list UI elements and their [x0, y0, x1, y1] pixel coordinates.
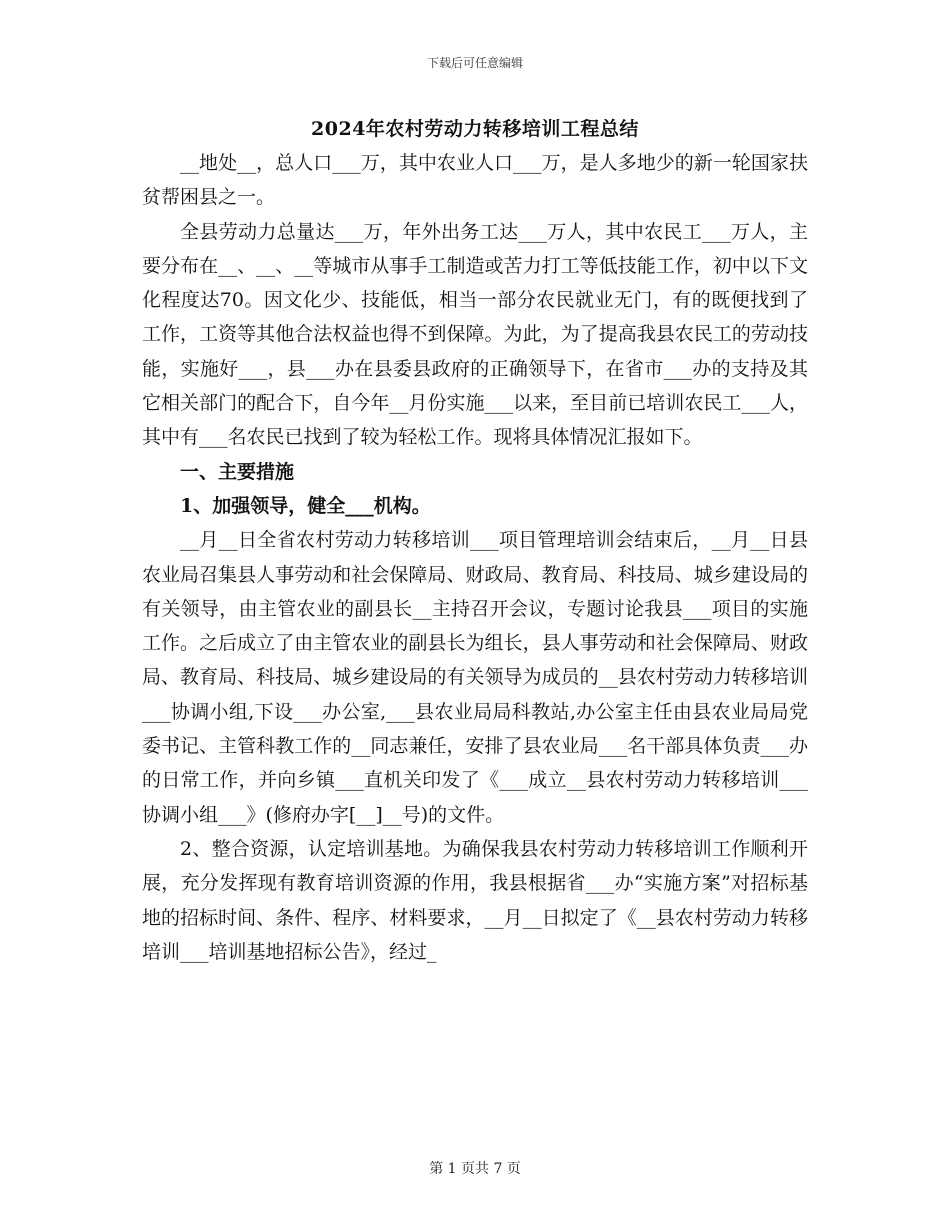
header-note: 下载后可任意编辑	[426, 56, 523, 70]
paragraph-resources: 2、整合资源，认定培训基地。为确保我县农村劳动力转移培训工作顺利开展，充分发挥现有教育培训资源的作用，我县根据省___办“实施方案”对招标基地的招标时间、条件、程序、材料要求，__月__日拟定了《__县农村劳动力转移培训___培训基地招标公告》，经过_	[142, 837, 808, 963]
paragraph-intro: __地处__，总人口___万，其中农业人口___万，是人多地少的新一轮国家扶贫帮困县之一。	[142, 152, 808, 209]
subsection-heading-leadership: 1、加强领导，健全___机构。	[180, 494, 431, 517]
page-footer: 第 1 页共 7 页	[429, 1161, 521, 1177]
paragraph-leadership: __月__日全省农村劳动力转移培训___项目管理培训会结束后，__月__日县农业局召集县人事劳动和社会保障局、财政局、教育局、科技局、城乡建设局的有关领导，由主管农业的副县长__主持召开会议，专题讨论我县___项目的实施工作。之后成立了由主管农业的副县长为组长，县人事劳动和社会保障局、财政局、教育局、科技局、城乡建设局的有关领导为成员的__县农村劳动力转移培训___协调小组,下设___办公室,___县农业局局科教站,办公室主任由县农业局局党委书记、主管科教工作的__同志兼任，安排了县农业局___名干部具体负责___办的日常工作，并向乡镇___直机关印发了《___成立__县农村劳动力转移培训___协调小组___》(修府办字[__]__号)的文件。	[142, 529, 808, 826]
document-body	[142, 112, 808, 969]
paragraph-labor-overview: 全县劳动力总量达___万，年外出务工达___万人，其中农民工___万人，主要分布在__、__、__等城市从事手工制造或苦力打工等低技能工作，初中以下文化程度达70。因文化少、技能低，相当一部分农民就业无门，有的既便找到了工作，工资等其他合法权益也得不到保障。为此，为了提高我县农民工的劳动技能，实施好___，县___办在县委县政府的正确领导下，在省市___办的支持及其它相关部门的配合下，自今年__月份实施___以来，至目前已培训农民工___人，其中有___名农民已找到了较为轻松工作。现将具体情况汇报如下。	[142, 220, 808, 449]
section-heading-main-measures: 一、主要措施	[180, 460, 295, 483]
document-title: 2024年农村劳动力转移培训工程总结	[311, 118, 639, 140]
